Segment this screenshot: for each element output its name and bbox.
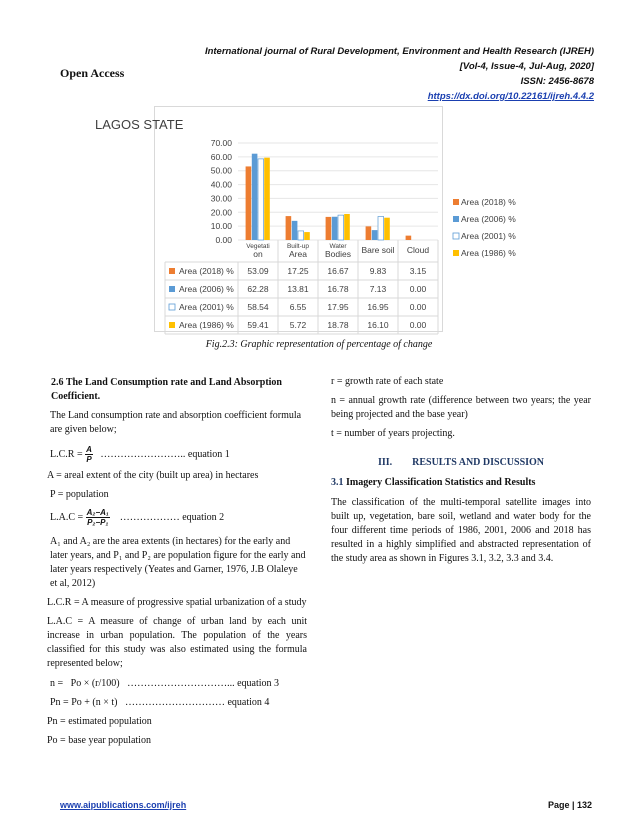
y-tick-label: 30.00 (210, 193, 232, 204)
bar (258, 159, 264, 240)
table-value: 16.95 (367, 302, 389, 312)
equation-4: Pn = Po + (n × t) ………………………… equation 4 (50, 697, 270, 708)
legend-swatch (453, 199, 459, 205)
table-value: 17.25 (287, 266, 309, 276)
chart-title: LAGOS STATE (95, 117, 184, 132)
lac-denominator: P₂−P₁ (87, 518, 109, 527)
legend-swatch (453, 216, 459, 222)
doi-link[interactable]: https://dx.doi.org/10.22161/ijreh.4.4.2 (427, 91, 594, 102)
bar (264, 158, 270, 240)
x-category-label: Bare soil (361, 245, 395, 255)
table-value: 0.00 (409, 284, 427, 294)
bar (286, 216, 292, 240)
y-tick-label: 50.00 (210, 165, 232, 176)
bar (298, 231, 304, 240)
legend-label: Area (1986) % (461, 248, 516, 258)
x-category-label: Vegetati (246, 243, 270, 250)
results-paragraph: The classification of the multi-temporal satellite images into built up, vegetation, bare soil, wetland and water body for the four different time periods of 1986, 2001, 2006 and 2018 has resulted in a highly simplified and abstracted representation of the study area as shown in Figures 3.1, 3.2, 3.3 and 3.4. (331, 497, 591, 564)
p-definition: P = population (50, 489, 109, 500)
x-category-label: Built-up (286, 243, 310, 250)
legend-swatch (453, 233, 459, 239)
legend-label: Area (2001) % (461, 231, 516, 241)
table-value: 3.15 (409, 266, 427, 276)
table-value: 53.09 (247, 266, 269, 276)
bar (252, 154, 258, 240)
table-series-name: Area (2001) % (179, 302, 234, 312)
table-swatch (169, 268, 175, 274)
x-category-label: Bodies (325, 249, 351, 259)
volume-info: [Vol-4, Issue-4, Jul-Aug, 2020] (459, 61, 594, 72)
pn-definition: Pn = estimated population (47, 716, 152, 727)
table-value: 13.81 (287, 284, 309, 294)
subsection-number: 3.1 (331, 477, 344, 488)
lcr-denominator: P (86, 455, 92, 464)
table-value: 0.00 (409, 320, 427, 330)
journal-title: International journal of Rural Development, Environment and Health Research (IJREH) (204, 46, 594, 57)
lcr-prefix: L.C.R = (50, 448, 83, 460)
table-series-name: Area (2018) % (179, 266, 234, 276)
bar (344, 214, 350, 240)
journal-header (205, 44, 594, 104)
lcr-numerator: A (86, 445, 92, 454)
legend-label: Area (2006) % (461, 214, 516, 224)
bar (246, 166, 252, 240)
bar (378, 217, 384, 240)
page-number: Page | 132 (547, 800, 592, 810)
table-value: 18.78 (327, 320, 349, 330)
legend-swatch (453, 250, 459, 256)
table-series-name: Area (1986) % (179, 320, 234, 330)
y-tick-label: 20.00 (210, 207, 232, 218)
table-swatch (169, 304, 175, 310)
lcr-fraction (85, 445, 93, 464)
table-value: 7.13 (369, 284, 387, 294)
y-tick-label: 10.00 (210, 221, 232, 232)
bar (332, 217, 338, 240)
r-definition: r = growth rate of each state (331, 376, 444, 387)
table-series-name: Area (2006) % (179, 284, 234, 294)
y-tick-label: 40.00 (210, 179, 232, 190)
bar (366, 226, 372, 240)
table-swatch (169, 286, 175, 292)
chart-frame (95, 106, 516, 332)
table-value: 16.78 (327, 284, 349, 294)
table-value: 59.41 (247, 320, 269, 330)
lac-description: L.A.C = A measure of change of urban land by each unit increase in urban population. The population of the years classified for this study was also estimated using the formula represented below; (47, 616, 307, 669)
bar (304, 232, 310, 240)
table-swatch (169, 322, 175, 328)
section-heading-2-6: 2.6 The Land Consumption rate and Land Absorption Coefficient. (51, 377, 282, 402)
bar (384, 218, 390, 240)
table-value: 62.28 (247, 284, 269, 294)
bar (338, 215, 344, 240)
table-value: 0.00 (409, 302, 427, 312)
left-column (47, 376, 307, 748)
y-tick-label: 60.00 (210, 151, 232, 162)
footer-url-wrap (60, 800, 186, 810)
bar (372, 230, 378, 240)
bar (292, 221, 298, 240)
figure-caption: Fig.2.3: Graphic representation of percentage of change (205, 339, 433, 350)
lcr-equation (50, 445, 307, 464)
table-value: 9.83 (369, 266, 387, 276)
lcr-dots: …………………….. equation 1 (100, 448, 230, 460)
subsection-title: Imagery Classification Statistics and Results (346, 477, 536, 488)
bar-chart (95, 107, 516, 331)
x-category-label: on (253, 249, 263, 259)
lac-dots: ……………… equation 2 (119, 511, 225, 523)
table-value: 17.95 (327, 302, 349, 312)
x-category-label: Area (289, 249, 307, 259)
right-column (331, 375, 591, 566)
table-value: 58.54 (247, 302, 269, 312)
lcr-description: L.C.R = A measure of progressive spatial urbanization of a study (47, 597, 307, 608)
table-value: 6.55 (289, 302, 307, 312)
lac-prefix: L.A.C = (50, 511, 84, 523)
table-value: 16.67 (327, 266, 349, 276)
lac-numerator: A₂−A₁ (86, 508, 109, 517)
footer-url[interactable]: www.aipublications.com/ijreh (60, 800, 187, 810)
table-value: 5.72 (289, 320, 307, 330)
table-value: 16.10 (367, 320, 389, 330)
n-definition: n = annual growth rate (difference between two years; the year being projected and the base year) (331, 395, 591, 420)
open-access-label: Open Access (60, 66, 125, 80)
issn: ISSN: 2456-8678 (520, 76, 594, 87)
bar (326, 217, 332, 240)
a-definition: A = areal extent of the city (built up area) in hectares (47, 470, 259, 481)
lac-equation (50, 508, 307, 527)
subsection-heading-3-1 (331, 476, 591, 490)
t-definition: t = number of years projecting. (331, 428, 455, 439)
lac-fraction (86, 508, 110, 527)
legend-label: Area (2018) % (461, 197, 516, 207)
y-tick-label: 70.00 (210, 138, 232, 148)
bar (406, 236, 412, 240)
a1-a2-definition: A₁ and A₂ are the area extents (in hectares) for the early and later years, and P₁ and P₂ are population figure for the early and later years respectively (Yeates and Garner, 1976, J.B Olaleye et al, 2012) (50, 536, 306, 589)
y-tick-label: 0.00 (215, 235, 232, 245)
equation-3: n = Po × (r/100) …………………………... equation 3 (50, 678, 280, 689)
po-definition: Po = base year population (47, 735, 151, 746)
formula-intro: The Land consumption rate and absorption coefficient formula are given below; (50, 410, 302, 435)
x-category-label: Cloud (406, 245, 430, 255)
section-heading-results: III. RESULTS AND DISCUSSION (377, 457, 545, 468)
x-category-label: Water (329, 243, 347, 250)
